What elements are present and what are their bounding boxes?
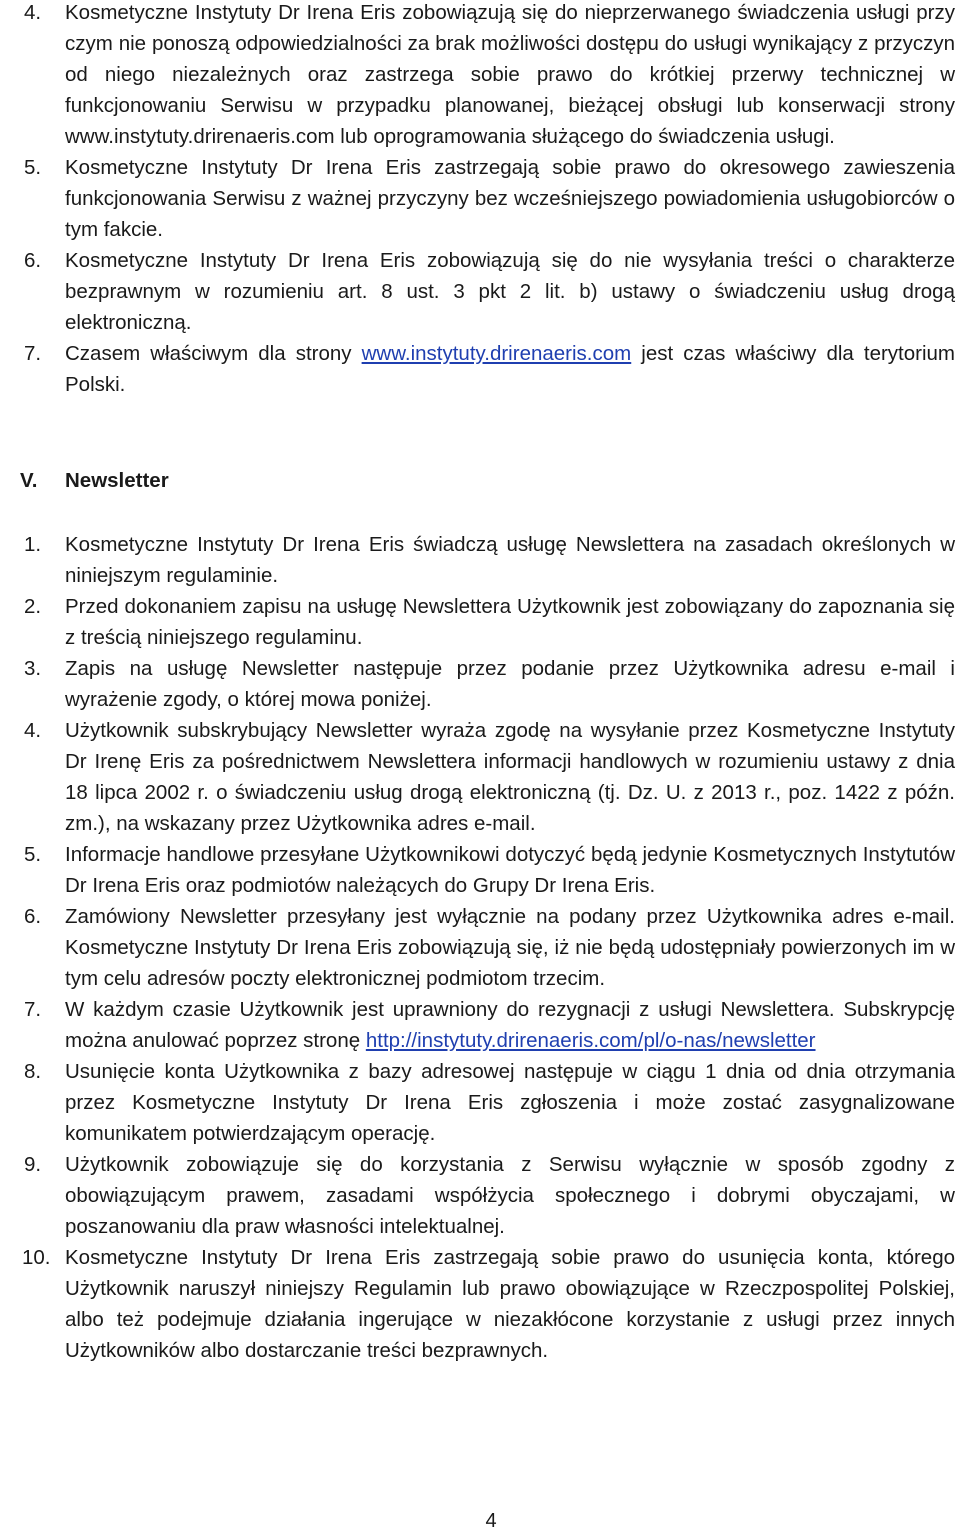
list-item <box>0 245 960 338</box>
item-number: 3. <box>24 657 42 680</box>
item-number: 2. <box>24 595 42 618</box>
list-item <box>0 338 960 400</box>
list-item <box>0 715 960 839</box>
item-number: 1. <box>24 533 42 556</box>
item-text: Usunięcie konta Użytkownika z bazy adresowej następuje w ciągu 1 dnia od dnia otrzymania przez Kosmetyczne Instytuty Dr Irena Eris zgłoszenia i może zostać zasygnalizowane komunikatem potwierdzającym operację. <box>65 1060 955 1145</box>
item-text: Kosmetyczne Instytuty Dr Irena Eris zobowiązują się do nieprzerwanego świadczenia usługi przy czym nie ponoszą odpowiedzialności za brak możliwości dostępu do usługi wynikający z przyczyn od niego niezależnych oraz zastrzega sobie prawo do krótkiej przerwy technicznej w funkcjonowaniu Serwisu w przypadku planowanej, bieżącej obsługi lub konserwacji strony www.instytuty.drirenaeris.com lub oprogramowania służącego do świadczenia usługi. <box>65 1 955 148</box>
list-item <box>0 152 960 245</box>
item-text: Przed dokonaniem zapisu na usługę Newslettera Użytkownik jest zobowiązany do zapoznania się z treścią niniejszego regulaminu. <box>65 595 955 649</box>
item-number: 7. <box>24 342 42 365</box>
item-number: 9. <box>24 1153 42 1176</box>
item-text: Informacje handlowe przesyłane Użytkownikowi dotyczyć będą jedynie Kosmetycznych Instytutów Dr Irena Eris oraz podmiotów należących do Grupy Dr Irena Eris. <box>65 843 955 897</box>
item-text: Kosmetyczne Instytuty Dr Irena Eris zobowiązują się do nie wysyłania treści o charakterze bezprawnym w rozumieniu art. 8 ust. 3 pkt 2 lit. b) ustawy o świadczeniu usług drogą elektroniczną. <box>65 249 955 334</box>
item-number: 6. <box>24 249 42 272</box>
newsletter-link[interactable]: http://instytuty.drirenaeris.com/pl/o-nas/newsletter <box>365 1029 816 1052</box>
item-number: 10. <box>22 1246 51 1269</box>
list-item <box>0 839 960 901</box>
list-item <box>0 1149 960 1242</box>
item-text: Kosmetyczne Instytuty Dr Irena Eris zastrzegają sobie prawo do usunięcia konta, którego Użytkownik naruszył niniejszy Regulamin lub prawo obowiązujące w Rzeczpospolitej Polskiej, albo też podejmuje działania ingerujące w niezakłócone korzystanie z usługi przez innych Użytkowników albo dostarczanie treści bezprawnych. <box>65 1246 955 1362</box>
item-number: 8. <box>24 1060 42 1083</box>
section-title: Newsletter <box>65 469 169 492</box>
list-item <box>0 653 960 715</box>
item-text: Użytkownik subskrybujący Newsletter wyraża zgodę na wysyłanie przez Kosmetyczne Instytuty Dr Irenę Eris za pośrednictwem Newslettera informacji handlowych w rozumieniu ustawy z dnia 18 lipca 2002 r. o świadczeniu usług drogą elektroniczną (tj. Dz. U. z 2013 r., poz. 1422 z późn. zm.), na wskazany przez Użytkownika adres e-mail. <box>65 719 955 835</box>
page-number: 4 <box>485 1510 497 1532</box>
item-text: Użytkownik zobowiązuje się do korzystania z Serwisu wyłącznie w sposób zgodny z obowiązującym prawem, zasadami współżycia społecznego i dobrymi obyczajami, w poszanowaniu dla praw własności intelektualnej. <box>65 1153 955 1238</box>
list-item <box>0 994 960 1056</box>
list-item <box>0 901 960 994</box>
item-number: 4. <box>24 1 42 24</box>
item-text: Zapis na usługę Newsletter następuje przez podanie przez Użytkownika adresu e-mail i wyrażenie zgody, o której mowa poniżej. <box>65 657 955 711</box>
item-number: 7. <box>24 998 42 1021</box>
item-text: Kosmetyczne Instytuty Dr Irena Eris zastrzegają sobie prawo do okresowego zawieszenia funkcjonowania Serwisu z ważnej przyczyny bez wcześniejszego powiadomienia usługobiorców o tym fakcie. <box>65 156 955 241</box>
list-item <box>0 1056 960 1149</box>
section-number: V. <box>20 469 38 492</box>
list-item <box>0 591 960 653</box>
website-link[interactable]: www.instytuty.drirenaeris.com <box>361 342 632 365</box>
item-text: Kosmetyczne Instytuty Dr Irena Eris świadczą usługę Newslettera na zasadach określonych w niniejszym regulaminie. <box>65 533 955 587</box>
item-number: 6. <box>24 905 42 928</box>
section-4-list <box>0 0 960 400</box>
item-number: 5. <box>24 843 42 866</box>
list-item <box>0 1242 960 1366</box>
item-number: 5. <box>24 156 42 179</box>
section-heading-newsletter <box>0 465 960 496</box>
item-text-after: jest czas właściwy dla terytorium Polski. <box>65 342 956 396</box>
list-item <box>0 0 960 152</box>
item-text: Zamówiony Newsletter przesyłany jest wyłącznie na podany przez Użytkownika adres e-mail. Kosmetyczne Instytuty Dr Irena Eris zobowiązują się, iż nie będą udostępniały powierzonych im w tym celu adresów poczty elektronicznej podmiotom trzecim. <box>65 905 955 990</box>
newsletter-list <box>0 529 960 1366</box>
item-text-before: W każdym czasie Użytkownik jest uprawniony do rezygnacji z usługi Newslettera. Subskrypcję można anulować poprzez stronę <box>65 998 955 1052</box>
item-text-before: Czasem właściwym dla strony <box>65 342 362 365</box>
list-item <box>0 529 960 591</box>
item-number: 4. <box>24 719 42 742</box>
